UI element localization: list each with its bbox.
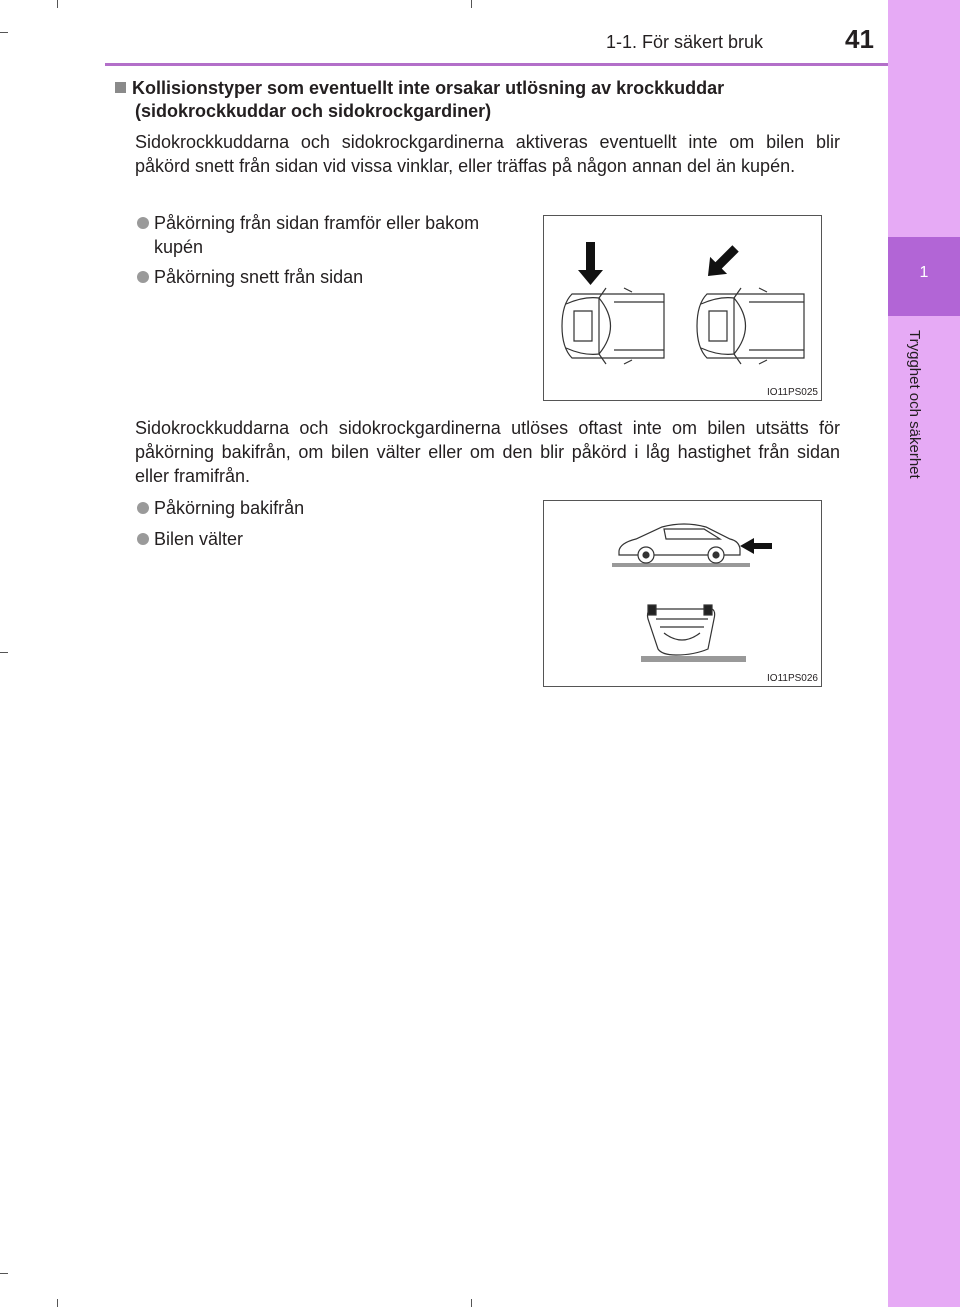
car-top-view-illustration [544, 216, 821, 400]
ground-line [641, 656, 746, 662]
car-icon [562, 288, 664, 364]
car-side-view-illustration [544, 501, 821, 686]
bullet-icon [137, 271, 149, 283]
section-title: 1-1. För säkert bruk [606, 32, 764, 52]
impact-arrow-icon [699, 240, 744, 285]
impact-arrow-icon [578, 242, 603, 285]
crop-mark [0, 32, 8, 33]
list-item-text: Bilen välter [154, 529, 244, 549]
bullet-icon [137, 502, 149, 514]
figure-code: IO11PS025 [767, 387, 818, 398]
list-item-text-continued: kupén [154, 237, 204, 257]
list-item-text: Påkörning snett från sidan [154, 267, 364, 287]
chapter-number: 1 [888, 237, 960, 316]
side-tab [888, 0, 960, 1307]
section-heading [115, 77, 840, 123]
bullet-icon [137, 533, 149, 545]
header-divider [105, 63, 888, 66]
crop-mark [0, 1273, 8, 1274]
list-item [137, 527, 243, 551]
figure-rear-impact-rollover [543, 500, 822, 687]
heading-line-1: Kollisionstyper som eventuellt inte orsakar utlösning av krockkuddar [132, 78, 725, 98]
page-number: 41 [845, 24, 874, 54]
list-item [137, 211, 479, 259]
crop-mark [0, 652, 8, 653]
chapter-title: Trygghet och säkerhet [906, 330, 923, 479]
crop-mark [471, 0, 472, 8]
car-icon [619, 524, 740, 563]
list-item [137, 265, 363, 289]
list-item-text: Påkörning bakifrån [154, 498, 305, 518]
paragraph-1: Sidokrockkuddarna och sidokrockgardinerna aktiveras eventuellt inte om bilen blir påkörd snett från sidan vid vissa vinklar, eller träffas på någon annan del än kupén. [135, 132, 840, 176]
figure-side-impact [543, 215, 822, 401]
crop-mark [471, 1299, 472, 1307]
ground-line [612, 563, 750, 567]
crop-mark [57, 0, 58, 8]
impact-arrow-icon [740, 538, 772, 554]
list-item-text: Påkörning från sidan framför eller bakom [154, 213, 480, 233]
heading-square-icon [115, 82, 126, 93]
list-item [137, 496, 304, 520]
overturned-car-icon [648, 605, 715, 655]
heading-line-2: (sidokrockkuddar och sidokrockgardiner) [135, 101, 492, 121]
bullet-icon [137, 217, 149, 229]
crop-mark [57, 1299, 58, 1307]
car-icon [697, 288, 804, 364]
paragraph-2: Sidokrockkuddarna och sidokrockgardinerna utlöses oftast inte om bilen utsätts för påkörning bakifrån, om bilen välter eller om den blir påkörd i låg hastighet från sidan eller framifrån. [135, 418, 840, 486]
figure-code: IO11PS026 [767, 673, 818, 684]
